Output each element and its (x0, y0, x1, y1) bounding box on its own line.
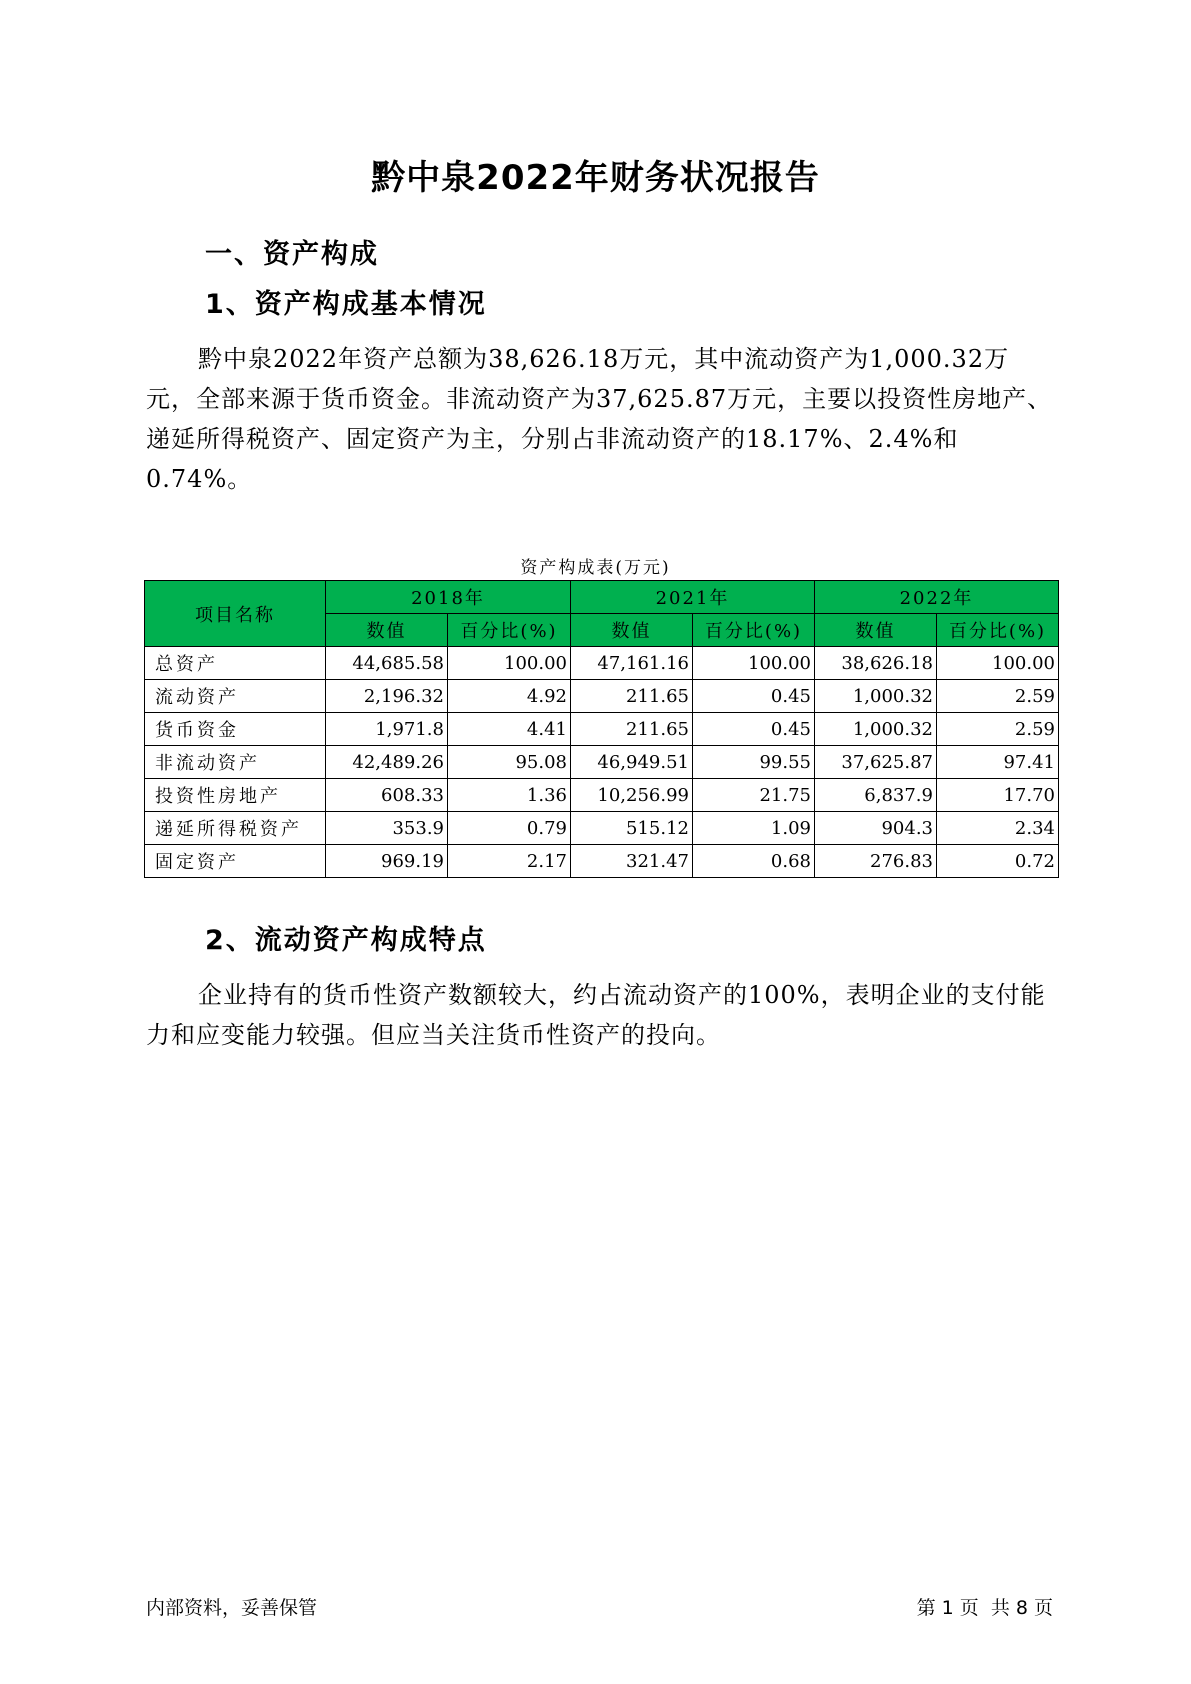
paragraph-current-assets: 企业持有的货币性资产数额较大，约占流动资产的100%，表明企业的支付能力和应变能力较强。但应当关注货币性资产的投向。 (146, 981, 1046, 1049)
subsection-heading-current-assets: 2、流动资产构成特点 (205, 925, 487, 956)
cell-percent: 0.72 (937, 845, 1059, 878)
cell-value: 46,949.51 (571, 746, 693, 779)
table-caption: 资产构成表(万元) (520, 558, 671, 578)
header-year-2022: 2022年 (815, 581, 1059, 614)
table-row (145, 812, 1059, 845)
subsection-heading-basic: 1、资产构成基本情况 (205, 289, 487, 320)
cell-percent: 4.92 (448, 680, 571, 713)
cell-value: 211.65 (571, 680, 693, 713)
header-percent: 百分比(%) (448, 614, 571, 647)
table-row (145, 647, 1059, 680)
cell-percent: 100.00 (693, 647, 815, 680)
cell-percent: 0.45 (693, 680, 815, 713)
cell-value: 10,256.99 (571, 779, 693, 812)
header-item-name: 项目名称 (145, 581, 326, 647)
cell-value: 1,000.32 (815, 713, 937, 746)
cell-percent: 4.41 (448, 713, 571, 746)
cell-percent: 97.41 (937, 746, 1059, 779)
header-value: 数值 (571, 614, 693, 647)
header-year-2021: 2021年 (571, 581, 815, 614)
row-label: 投资性房地产 (145, 779, 326, 812)
row-label: 非流动资产 (145, 746, 326, 779)
cell-value: 608.33 (326, 779, 448, 812)
footer-confidential: 内部资料，妥善保管 (146, 1597, 318, 1619)
row-label: 递延所得税资产 (145, 812, 326, 845)
cell-value: 37,625.87 (815, 746, 937, 779)
page-title: 黔中泉2022年财务状况报告 (371, 158, 820, 198)
cell-percent: 17.70 (937, 779, 1059, 812)
table-row (145, 713, 1059, 746)
cell-percent: 99.55 (693, 746, 815, 779)
header-percent: 百分比(%) (937, 614, 1059, 647)
row-label: 流动资产 (145, 680, 326, 713)
cell-value: 42,489.26 (326, 746, 448, 779)
cell-percent: 100.00 (937, 647, 1059, 680)
cell-percent: 95.08 (448, 746, 571, 779)
cell-value: 515.12 (571, 812, 693, 845)
section-heading-asset-composition: 一、资产构成 (205, 239, 379, 270)
cell-value: 38,626.18 (815, 647, 937, 680)
cell-value: 211.65 (571, 713, 693, 746)
cell-percent: 1.36 (448, 779, 571, 812)
header-value: 数值 (815, 614, 937, 647)
header-percent: 百分比(%) (693, 614, 815, 647)
cell-value: 1,971.8 (326, 713, 448, 746)
table-row (145, 680, 1059, 713)
cell-value: 6,837.9 (815, 779, 937, 812)
cell-value: 904.3 (815, 812, 937, 845)
cell-percent: 100.00 (448, 647, 571, 680)
footer-page-number: 第 1 页 共 8 页 (916, 1597, 1053, 1619)
asset-table (144, 580, 1059, 878)
row-label: 货币资金 (145, 713, 326, 746)
row-label: 总资产 (145, 647, 326, 680)
cell-percent: 2.59 (937, 680, 1059, 713)
header-year-2018: 2018年 (326, 581, 571, 614)
cell-percent: 2.59 (937, 713, 1059, 746)
cell-value: 276.83 (815, 845, 937, 878)
cell-value: 44,685.58 (326, 647, 448, 680)
table-row (145, 845, 1059, 878)
table-row (145, 746, 1059, 779)
cell-percent: 21.75 (693, 779, 815, 812)
cell-percent: 2.17 (448, 845, 571, 878)
cell-value: 47,161.16 (571, 647, 693, 680)
cell-percent: 1.09 (693, 812, 815, 845)
row-label: 固定资产 (145, 845, 326, 878)
cell-percent: 0.45 (693, 713, 815, 746)
table-row (145, 779, 1059, 812)
cell-value: 1,000.32 (815, 680, 937, 713)
cell-value: 353.9 (326, 812, 448, 845)
cell-percent: 0.79 (448, 812, 571, 845)
cell-value: 321.47 (571, 845, 693, 878)
cell-percent: 2.34 (937, 812, 1059, 845)
cell-percent: 0.68 (693, 845, 815, 878)
paragraph-basic: 黔中泉2022年资产总额为38,626.18万元，其中流动资产为1,000.32万元，全部来源于货币资金。非流动资产为37,625.87万元，主要以投资性房地产、递延所得税资产、固定资产为主，分别占非流动资产的18.17%、2.4%和0.74%。 (146, 345, 1053, 493)
cell-value: 969.19 (326, 845, 448, 878)
cell-value: 2,196.32 (326, 680, 448, 713)
header-value: 数值 (326, 614, 448, 647)
